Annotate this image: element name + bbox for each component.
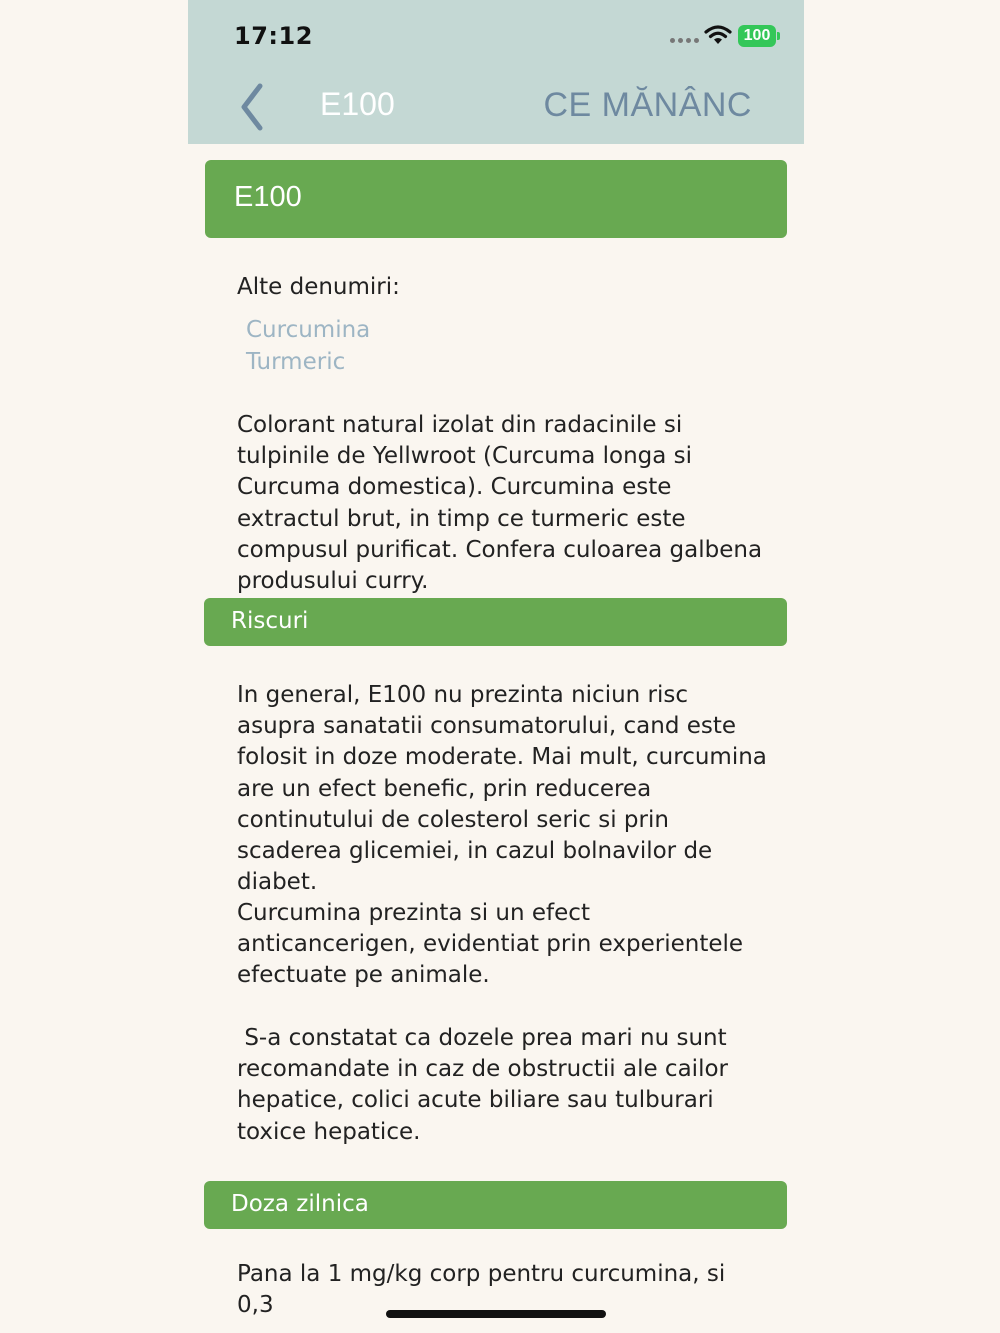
section-header-daily-dose [204, 1181, 787, 1229]
daily-dose-paragraph: Pana la 1 mg/kg corp pentru curcumina, si 0,3 [237, 1261, 726, 1319]
section-header-risks [204, 598, 787, 646]
other-names-list [246, 314, 370, 378]
phone-screen [188, 0, 804, 1333]
risks-paragraph: In general, E100 nu prezinta niciun risc asupra sanatatii consumatorului, cand este folosit in doze moderate. Mai mult, curcumina are un efect benefic, prin reducerea continutului de colesterol seric si prin scaderea glicemiei, in cazul bolnavilor de diabet. [237, 682, 767, 896]
risks-paragraph: S-a constatat ca dozele prea mari nu sunt recomandate in caz de obstructii ale cailor hepatice, colici acute biliare sau tulburari toxice hepatice. [237, 1025, 736, 1145]
home-indicator[interactable] [386, 1310, 606, 1318]
section-title: Doza zilnica [231, 1191, 369, 1217]
status-time: 17:12 [234, 22, 313, 50]
risks-paragraph: Curcumina prezinta si un efect anticancerigen, evidentiat prin experientele efectuate pe animale. [237, 900, 744, 989]
other-names-label: Alte denumiri: [237, 274, 400, 300]
other-name-link[interactable]: Turmeric [246, 349, 346, 375]
description-text: Colorant natural izolat din radacinile si tulpinile de Yellwroot (Curcuma longa si Curcuma domestica). Curcumina este extractul brut, in timp ce turmeric este compusul purificat. Confera culoarea galbena produsului curry. [237, 412, 763, 595]
battery-indicator: 100 [738, 25, 776, 47]
brand-title: CE MĂNÂNC [543, 86, 752, 124]
additive-code: E100 [234, 181, 302, 213]
top-bar [188, 0, 804, 144]
detail-content[interactable] [188, 144, 804, 1319]
additive-header [205, 160, 787, 238]
other-name-link[interactable]: Curcumina [246, 317, 371, 343]
section-title: Riscuri [231, 608, 309, 634]
signal-dots-icon [670, 38, 699, 43]
chevron-left-icon[interactable] [238, 82, 266, 132]
battery-cap [777, 32, 780, 40]
wifi-icon [704, 24, 732, 46]
nav-title: E100 [320, 86, 395, 122]
